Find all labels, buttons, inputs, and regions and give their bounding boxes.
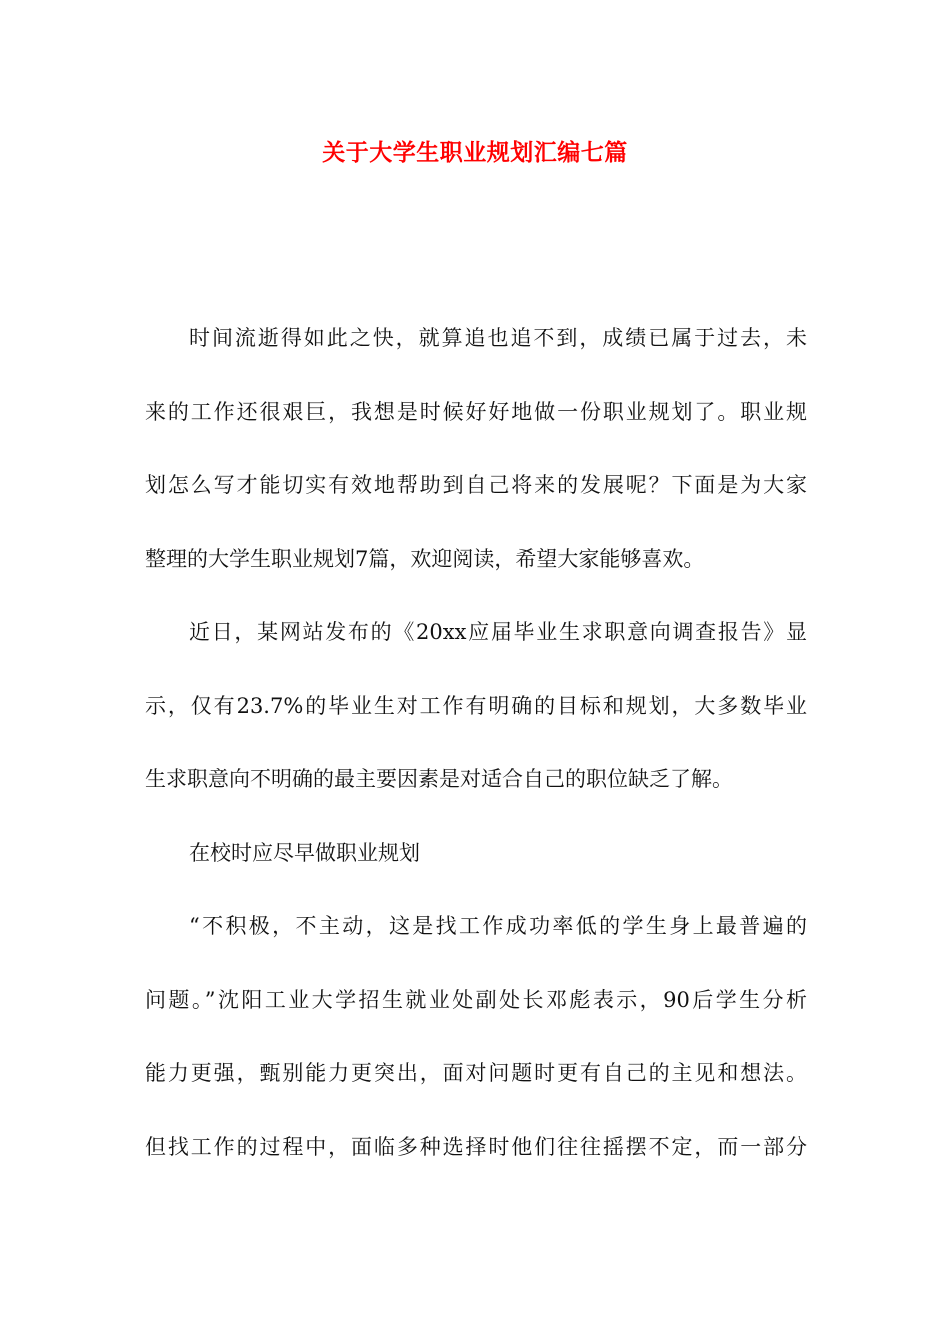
paragraph-2-line-1: 近日，某网站发布的《20xx应届毕业生求职意向调查报告》显: [189, 620, 807, 644]
document-body: [145, 321, 807, 1203]
section-heading: 在校时应尽早做职业规划: [189, 840, 420, 865]
paragraph-2-line-3: 生求职意向不明确的最主要因素是对适合自己的职位缺乏了解。: [145, 767, 733, 791]
paragraph-4-line-4: 但找工作的过程中，面临多种选择时他们往往摇摆不定，而一部分: [145, 1134, 807, 1159]
paragraph-1-line-1: 时间流逝得如此之快，就算追也追不到，成绩已属于过去，未: [189, 326, 807, 350]
paragraph-1-line-4: 整理的大学生职业规划7篇，欢迎阅读，希望大家能够喜欢。: [145, 546, 705, 571]
paragraph-2-line-2: 示，仅有23.7%的毕业生对工作有明确的目标和规划，大多数毕业: [145, 693, 807, 718]
paragraph-4-line-1: “不积极，不主动，这是找工作成功率低的学生身上最普遍的: [189, 914, 807, 938]
document-title: 关于大学生职业规划汇编七篇: [322, 139, 628, 166]
paragraph-1-line-3: 划怎么写才能切实有效地帮助到自己将来的发展呢？下面是为大家: [145, 473, 807, 497]
paragraph-1-line-2: 来的工作还很艰巨，我想是时候好好地做一份职业规划了。职业规: [145, 399, 807, 424]
paragraph-4-line-3: 能力更强，甄别能力更突出，面对问题时更有自己的主见和想法。: [145, 1061, 807, 1085]
paragraph-4-line-2: 问题。”沈阳工业大学招生就业处副处长邓彪表示，90后学生分析: [145, 987, 807, 1012]
